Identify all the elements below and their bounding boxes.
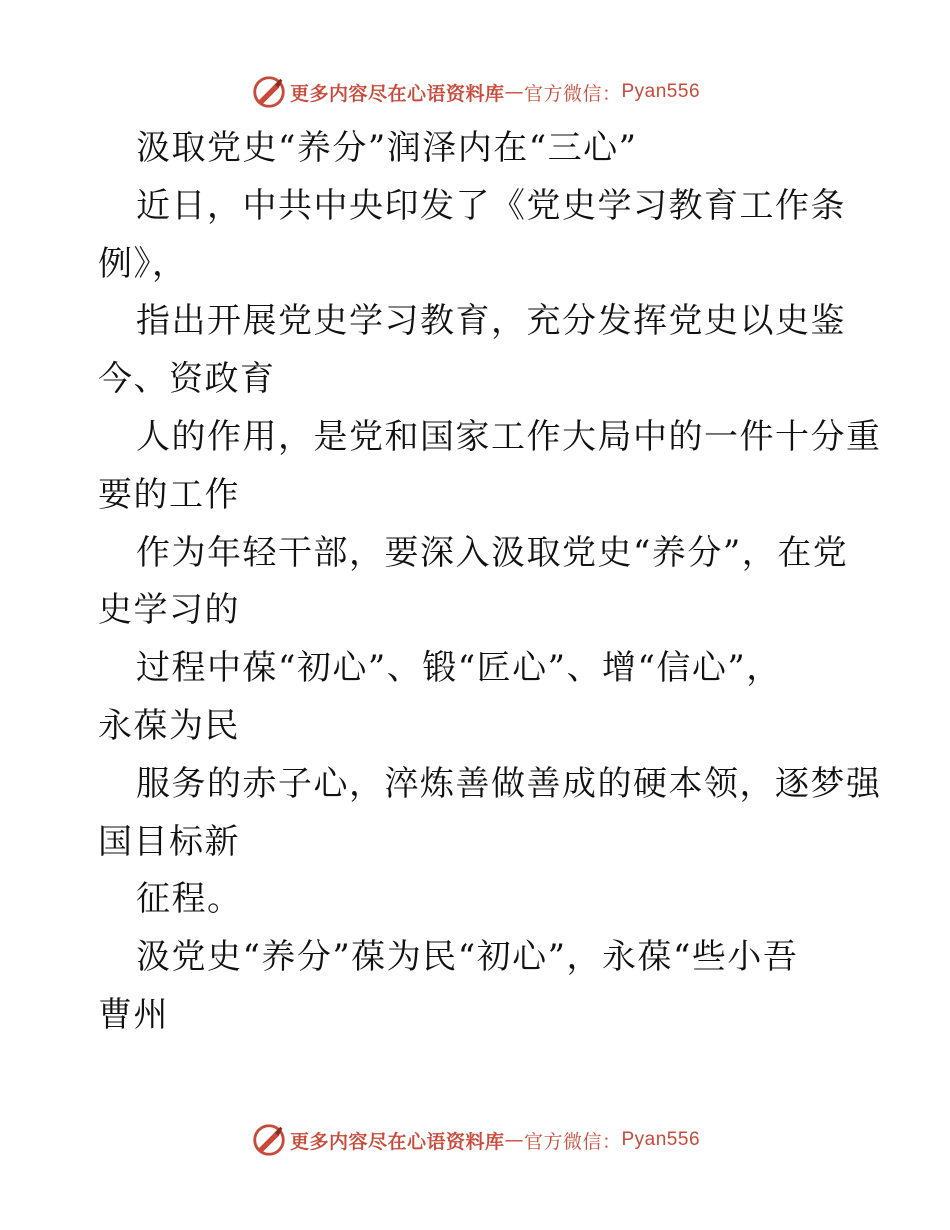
text-line: 征程。	[136, 879, 243, 920]
watermark-handle: Pyan556	[621, 1129, 701, 1150]
watermark-dash: —	[504, 81, 524, 103]
text-line: 今、资政育	[98, 359, 276, 400]
text-line: 人的作用，是党和国家工作大局中的一件十分重	[136, 416, 882, 457]
document-body	[98, 120, 882, 1045]
text-line: 例》，	[98, 243, 188, 284]
text-line: 服务的赤子心，淬炼善做善成的硬本领，逐梦强	[136, 763, 882, 804]
watermark-sub-text: 官方微信：	[523, 82, 622, 105]
text-line: 过程中葆“初心”、锻“匠心”、增“信心”，	[136, 648, 782, 689]
watermark-main-text: 更多内容尽在心语资料库	[289, 1130, 505, 1153]
watermark-dash: —	[504, 1129, 524, 1151]
text-line: 永葆为民	[98, 705, 240, 746]
text-line: 指出开展党史学习教育，充分发挥党史以史鉴	[136, 301, 846, 342]
text-line: 近日，中共中央印发了《党史学习教育工作条	[136, 185, 846, 226]
text-line: 曹州	[98, 994, 169, 1035]
text-line: 作为年轻干部，要深入汲取党史“养分”，在党	[136, 532, 849, 573]
header-watermark	[0, 72, 950, 112]
watermark-sub-text: 官方微信：	[523, 1130, 622, 1153]
footer-watermark	[0, 1120, 950, 1160]
text-line: 汲党史“养分”葆为民“初心”，永葆“些小吾	[136, 937, 799, 978]
watermark-handle: Pyan556	[621, 81, 701, 102]
watermark-main-text: 更多内容尽在心语资料库	[289, 82, 505, 105]
pen-logo-icon	[250, 73, 288, 111]
pen-logo-icon	[250, 1121, 288, 1159]
text-line: 要的工作	[98, 474, 240, 515]
text-line: 国目标新	[98, 821, 240, 862]
text-line: 汲取党史“养分”润泽内在“三心”	[136, 128, 638, 168]
text-line: 史学习的	[98, 590, 240, 631]
